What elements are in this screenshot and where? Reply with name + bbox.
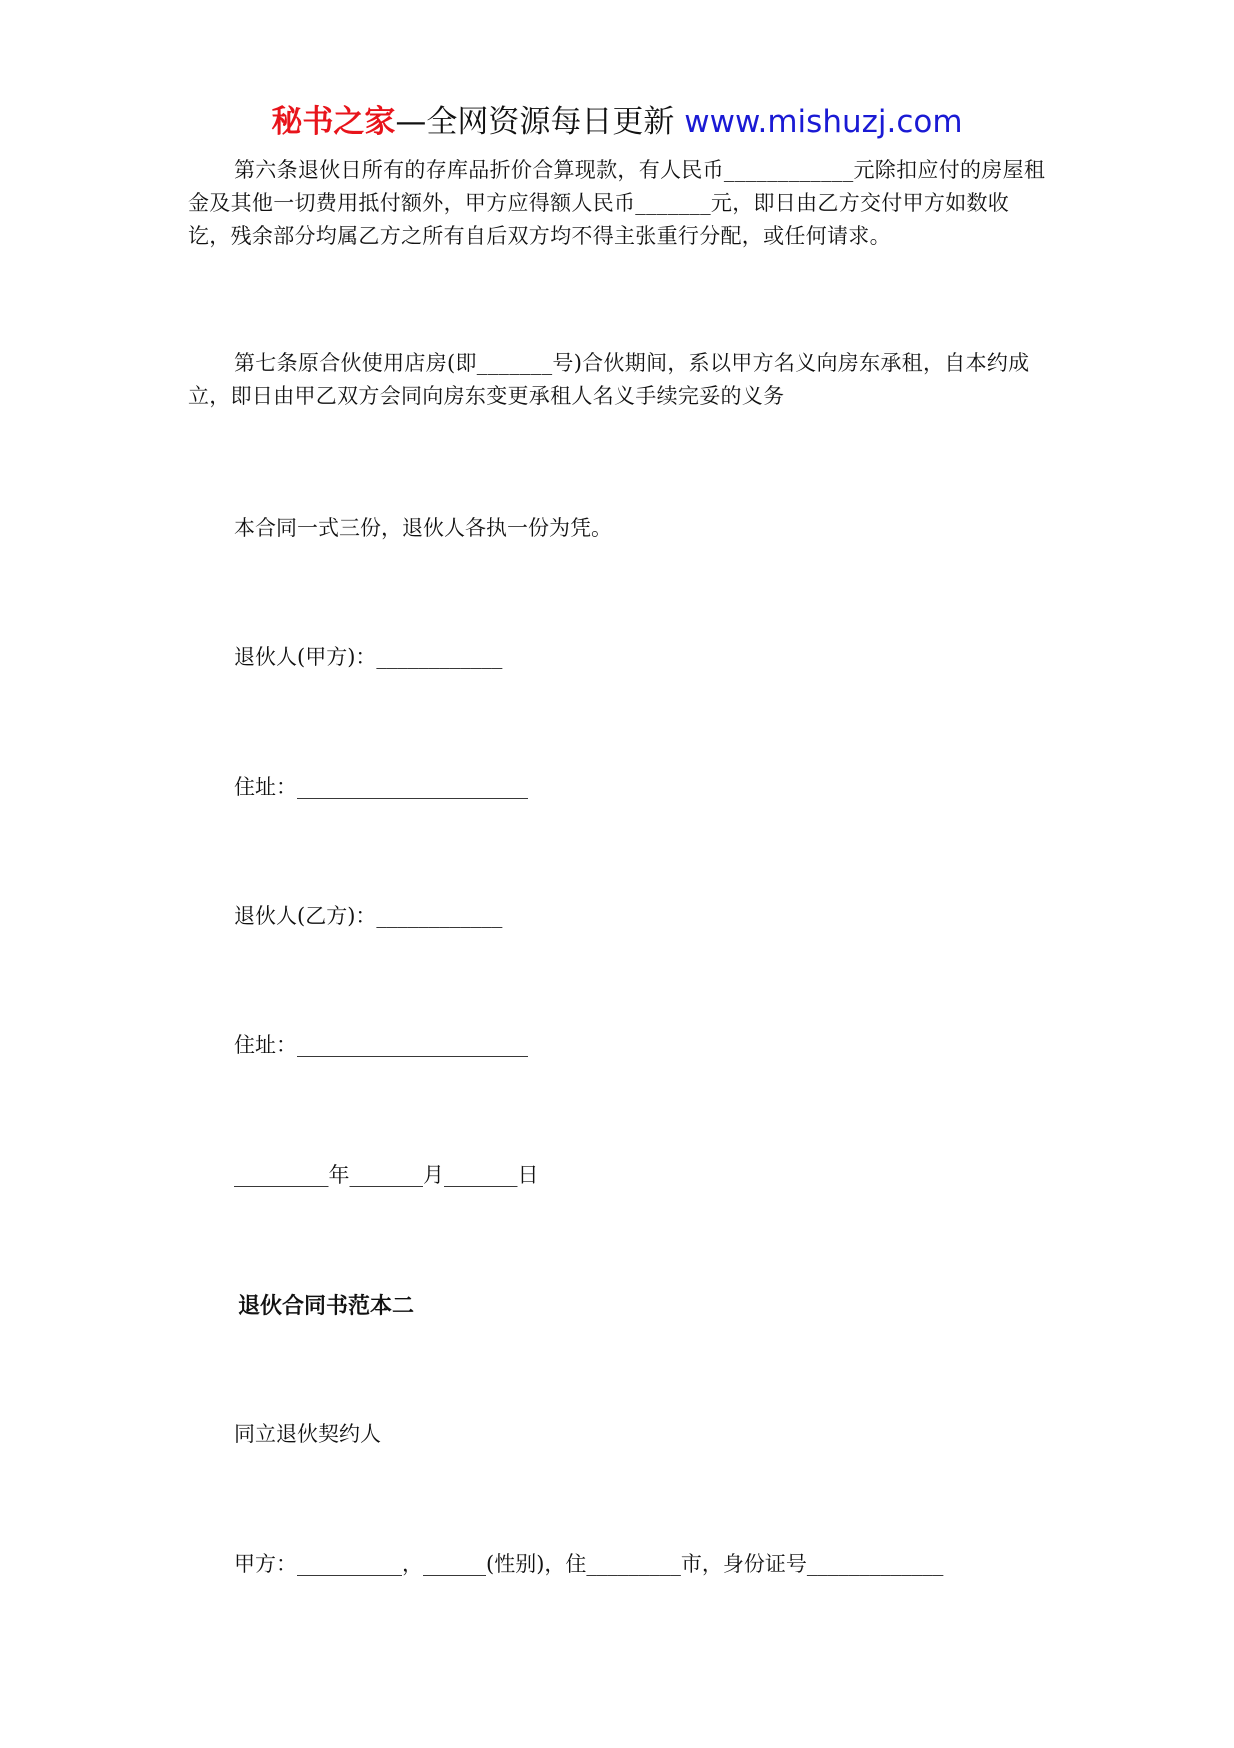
co-signers-line: 同立退伙契约人 — [234, 1422, 381, 1446]
party-b-signature-line: 退伙人(乙方)：____________ — [234, 904, 503, 928]
copies-statement: 本合同一式三份，退伙人各执一份为凭。 — [234, 516, 612, 540]
article-7-paragraph: 第七条原合伙使用店房(即_______号)合伙期间，系以甲方名义向房东承租，自本约成立，即日由甲乙双方会同向房东变更承租人名义手续完妥的义务 — [188, 351, 1030, 408]
site-header — [0, 102, 1234, 142]
date-line: _________年_______月_______日 — [234, 1163, 539, 1187]
site-tagline: —全网资源每日更新 — [395, 104, 675, 140]
site-url-link[interactable]: www.mishuzj.com — [684, 104, 963, 140]
party-b-address-line: 住址：______________________ — [234, 1033, 528, 1057]
site-brand: 秘书之家 — [271, 104, 396, 140]
party-a-detail-line: 甲方：__________，______(性别)，住_________市，身份证号_____________ — [234, 1552, 944, 1576]
article-6-paragraph: 第六条退伙日所有的存库品折价合算现款，有人民币____________元除扣应付的房屋租金及其他一切费用抵付额外，甲方应得额人民币_______元，即日由乙方交付甲方如数收讫，残余部分均属乙方之所有自后双方均不得主张重行分配，或任何请求。 — [188, 158, 1046, 248]
party-a-signature-line: 退伙人(甲方)：____________ — [234, 645, 503, 669]
party-a-address-line: 住址：______________________ — [234, 775, 528, 799]
section-title: 退伙合同书范本二 — [238, 1294, 415, 1319]
